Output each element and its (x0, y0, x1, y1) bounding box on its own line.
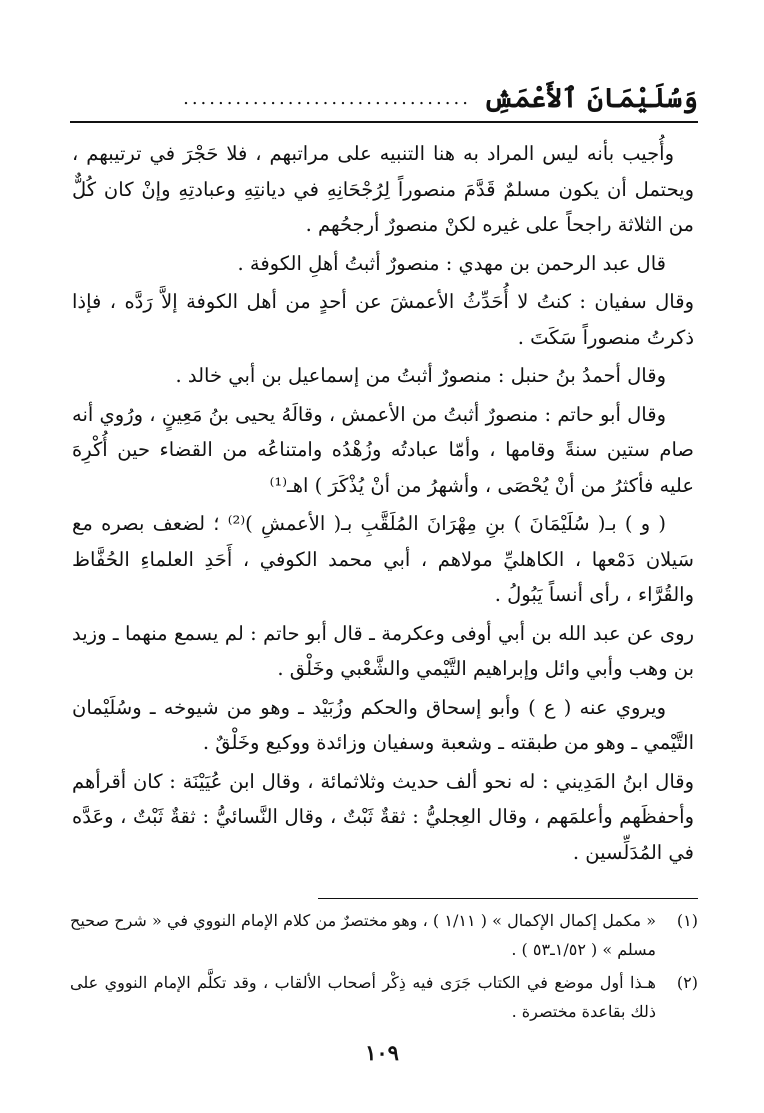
running-header (70, 78, 698, 112)
footnote-rule (318, 898, 698, 899)
paragraph: وقال سفيان : كنتُ لا أُحَدِّثُ الأعمشَ عن أحدٍ من أهل الكوفة إلاَّ رَدَّه ، فإذا ذكرتُ منصوراً سَكَتَ . (72, 290, 694, 349)
footnote (70, 906, 698, 964)
header-rule (70, 121, 698, 123)
paragraph: وقال ابنُ المَدِيني : له نحو ألف حديث وثلاثمائة ، وقال ابن عُيَيْنَة : كان أقرأهم وأحفظَهم وأعلمَهم ، وقال العِجليُّ : ثقةٌ ثَبْتٌ ، وقال النَّسائيُّ : ثقةٌ ثَبْتٌ ، وعَدَّه في المُدَلِّسين . (72, 769, 694, 864)
paragraph: ويروي عنه ( ع ) وأبو إسحاق والحكم وزُبَيْد ـ وهو من شيوخه ـ وسُلَيْمان التَّيْمي ـ وهو من طبقته ـ وشعبة وسفيان وزائدة ووكيع وخَلْقٌ . (72, 695, 694, 754)
paragraph: روى عن عبد الله بن أبي أوفى وعكرمة ـ قال أبو حاتم : لم يسمع منهما ـ وزيد بن وهب وأبي وائل وإبراهيم التَّيْمي والشَّعْبي وخَلْق . (72, 621, 694, 680)
page-number: ١٠٩ (365, 1040, 399, 1065)
footnote-text: هـذا أول موضع في الكتاب جَرَى فيه ذِكْر أصحاب الألقاب ، وقد تكلَّم الإمام النووي على ذلك بقاعدة مختصرة . (70, 973, 656, 1021)
running-title: وَسُلَيْمَانَ ٱلأَعْمَشِ (482, 83, 698, 114)
paragraph: قال عبد الرحمن بن مهدي : منصورٌ أثبتُ أهلِ الكوفة . (237, 251, 666, 275)
paragraph: وقال أحمدُ بنُ حنبل : منصورٌ أثبتُ من إسماعيل بن أبي خالد . (175, 364, 666, 387)
paragraph: وأُجيب بأنه ليس المراد به هنا التنبيه على مراتبهم ، فلا حَجْرَ في ترتيبهم ، ويحتمل أن يكون مسلمٌ قَدَّمَ منصوراً لِرُجْحَانِهِ في ديانتِهِ وعبادتِهِ وإنْ كان كُلٌّ من الثلاثة راجحاً على غيره لكنْ منصورٌ أرجحُهم . (72, 142, 694, 236)
leader-dots: ................................. (183, 90, 471, 108)
footnotes (70, 906, 698, 1030)
paragraph: وقال أبو حاتم : منصورٌ أثبتُ من الأعمش ، وقالَهُ يحيى بنُ مَعِينٍ ، ورُوي أنه صام ستين سنةً وقامها ، وأمّا عبادتُه وزُهْدُه وامتناعُه من القضاء حين أُكْرِهَ عليه فأكثرُ من أنْ يُحْصَى ، وأشهرُ من أنْ يُذْكَرَ ) اهـ⁽¹⁾ (72, 402, 694, 497)
main-text (72, 136, 694, 873)
footnote (70, 968, 698, 1026)
footnote-number: (١) (676, 911, 698, 930)
footnote-text: « مكمل إكمال الإكمال » ( ١/١١ ) ، وهو مختصرٌ من كلام الإمام النووي في « شرح صحيح مسلم » ( ١/٥٢ـ٥٣ ) . (70, 911, 657, 959)
paragraph: ( و ) بـ( سُلَيْمَانَ ) بنِ مِهْرَانَ المُلَقَّبِ بـ( الأعمشِ )⁽²⁾ ؛ لضعف بصره مع سَيلان دَمْعها ، الكاهليِّ مولاهم ، أبي محمد الكوفي ، أَحَدِ العلماءِ الحُفَّاظ والقُرَّاء ، رأى أنساً يَبُولُ . (72, 512, 694, 606)
footnote-number: (٢) (676, 973, 698, 992)
